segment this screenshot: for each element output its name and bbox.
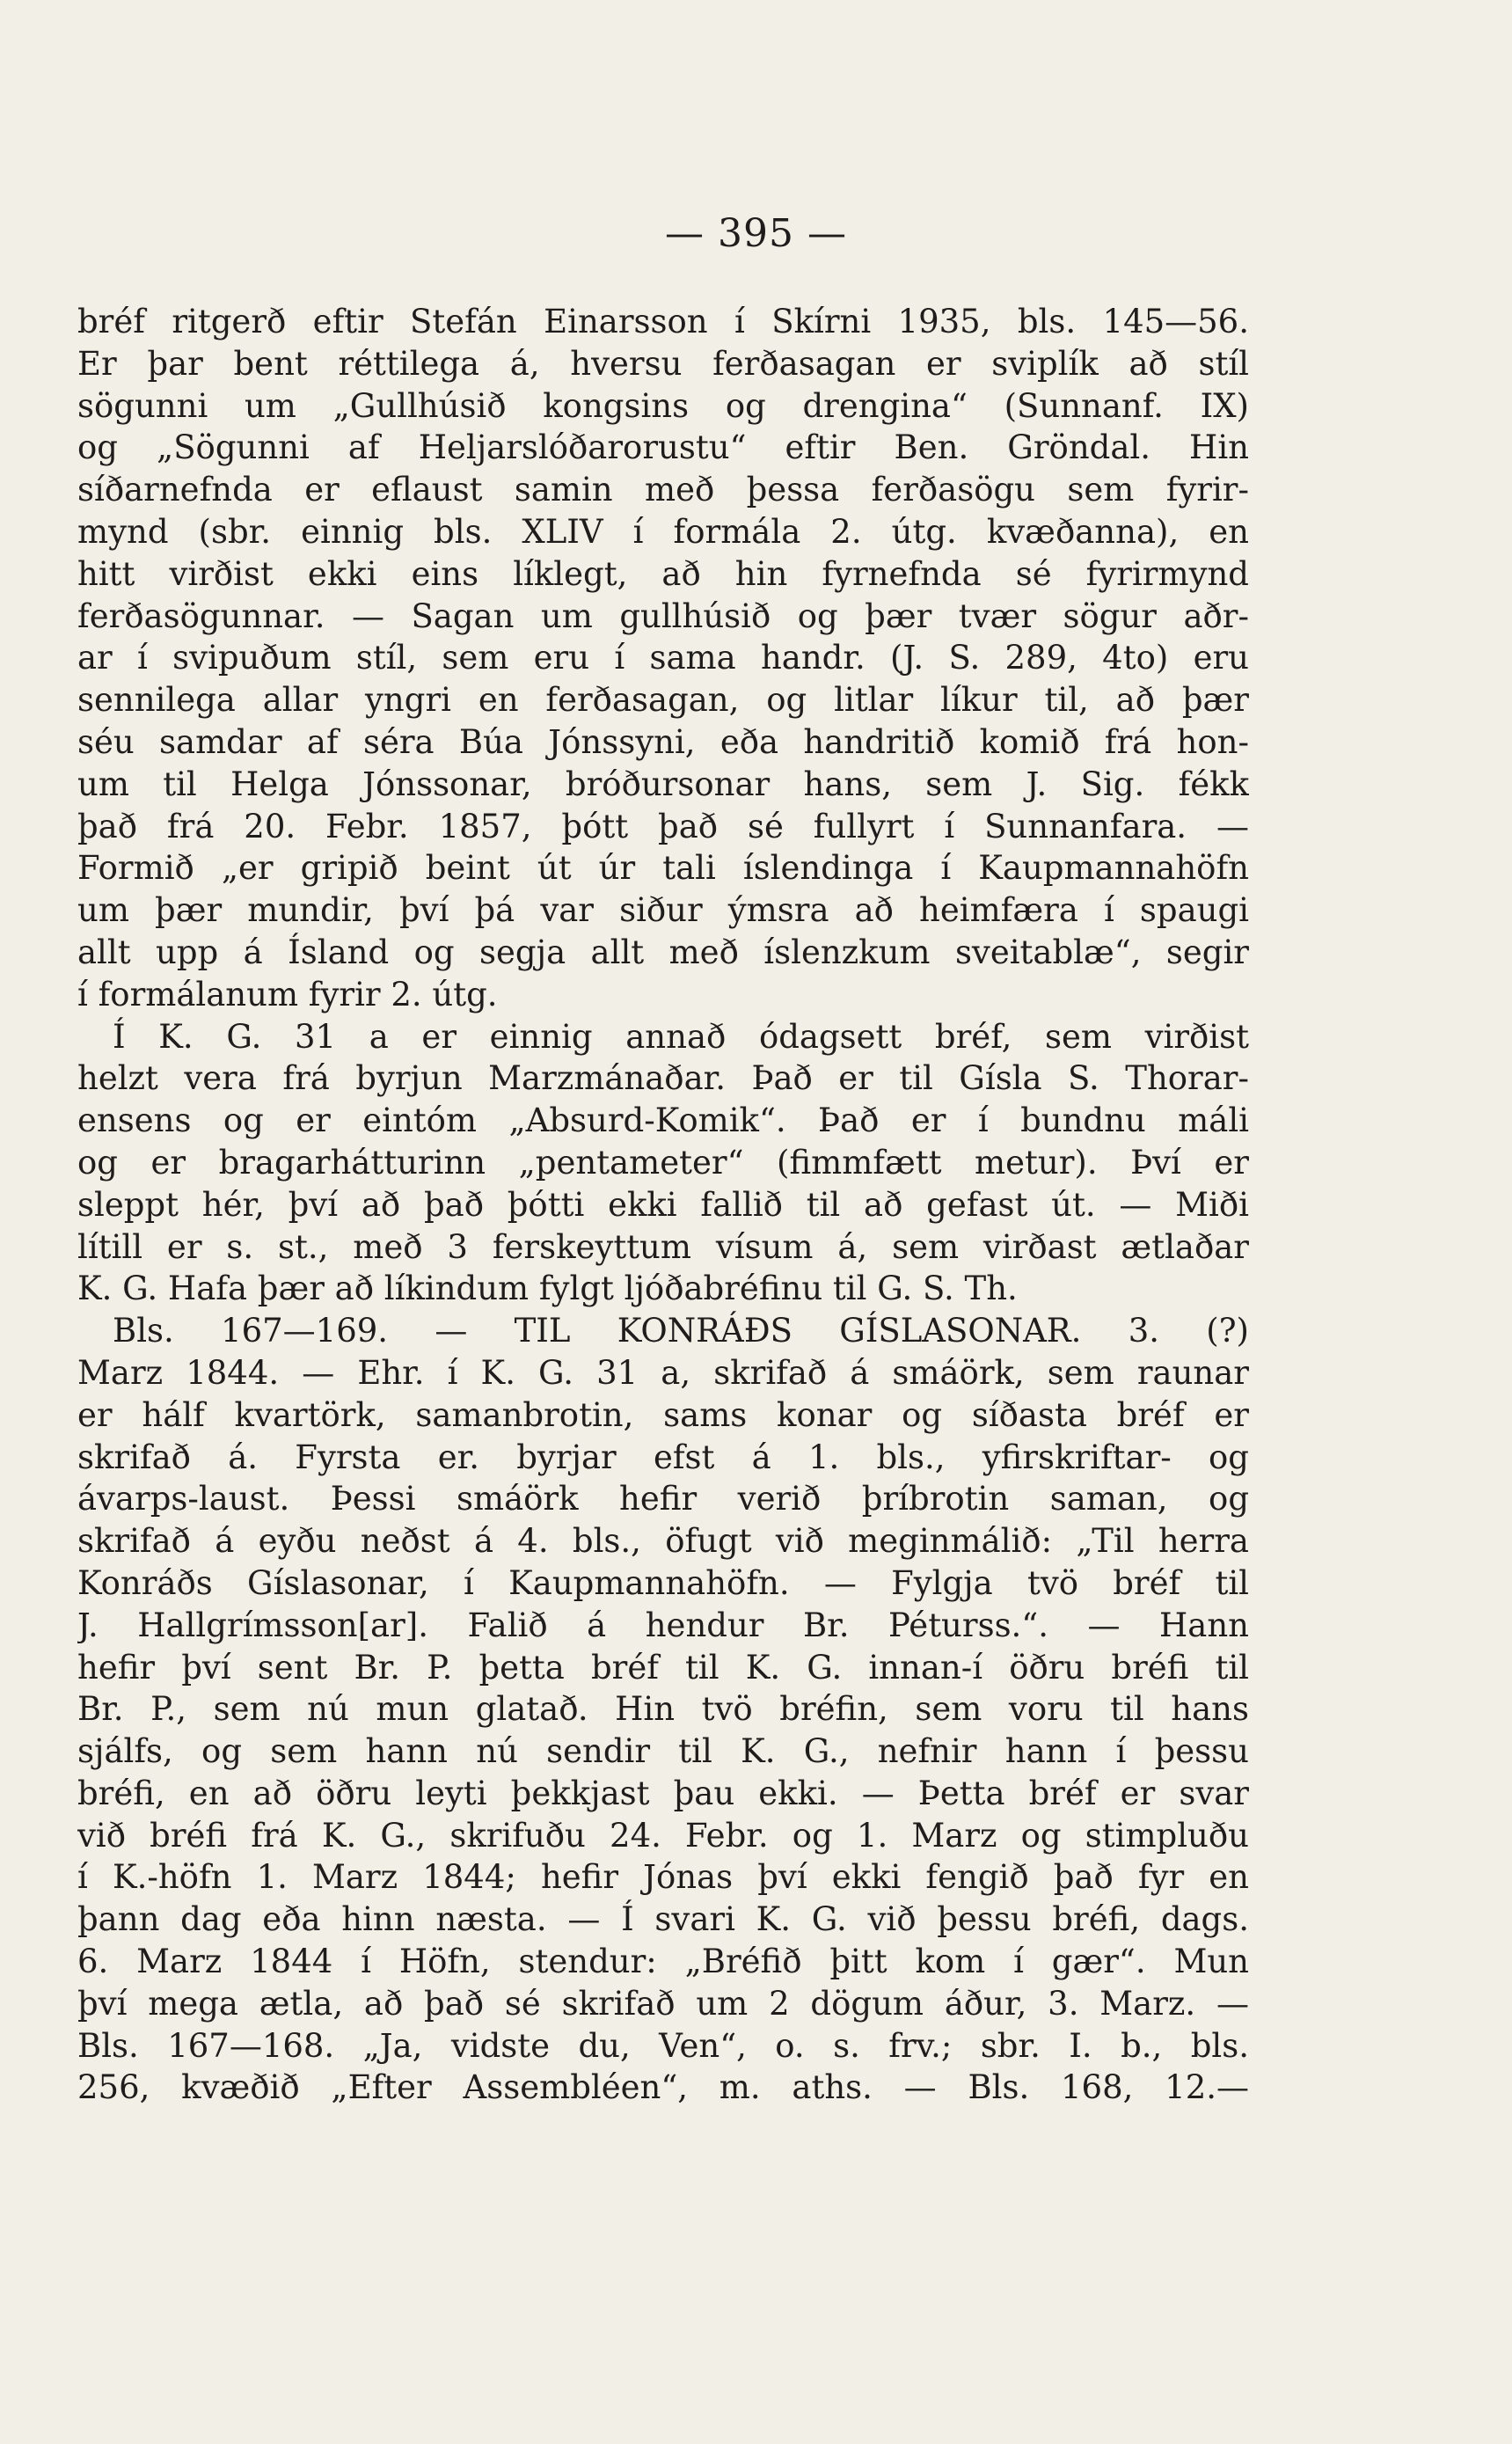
text-line: því mega ætla, að það sé skrifað um 2 dögum áður, 3. Marz. — xyxy=(77,1984,1249,2023)
text-line: í K.-höfn 1. Marz 1844; hefir Jónas því ekki fengið það fyr en xyxy=(77,1858,1249,1897)
text-line: Í K. G. 31 a er einnig annað ódagsett bréf, sem virðist xyxy=(113,1017,1249,1056)
text-line: lítill er s. st., með 3 ferskeyttum vísum á, sem virðast ætlaðar xyxy=(77,1227,1249,1266)
text-line: Marz 1844. — Ehr. í K. G. 31 a, skrifað á smáörk, sem raunar xyxy=(77,1353,1249,1392)
text-line: hitt virðist ekki eins líklegt, að hin fyrnefnda sé fyrirmynd xyxy=(77,554,1249,593)
text-line: skrifað á. Fyrsta er. byrjar efst á 1. bls., yfirskriftar- og xyxy=(77,1438,1249,1476)
text-line: bréfi, en að öðru leyti þekkjast þau ekki. — Þetta bréf er svar xyxy=(77,1774,1249,1812)
text-line: þann dag eða hinn næsta. — Í svari K. G. við þessu bréfi, dags. xyxy=(77,1900,1249,1939)
text-line: 256, kvæðið „Efter Assembléen“, m. aths. — Bls. 168, 12.— xyxy=(77,2068,1249,2107)
text-line: Formið „er gripið beint út úr tali íslendinga í Kaupmannahöfn xyxy=(77,849,1249,888)
text-line: við bréfi frá K. G., skrifuðu 24. Febr. og 1. Marz og stimpluðu xyxy=(77,1816,1249,1855)
text-line: og „Sögunni af Heljarslóðarorustu“ eftir Ben. Gröndal. Hin xyxy=(77,428,1249,467)
text-line: ar í svipuðum stíl, sem eru í sama handr. (J. S. 289, 4to) eru xyxy=(77,639,1249,677)
text-line: helzt vera frá byrjun Marzmánaðar. Það er til Gísla S. Thorar- xyxy=(77,1059,1249,1098)
text-line: Br. P., sem nú mun glatað. Hin tvö bréfin, sem voru til hans xyxy=(77,1690,1249,1729)
page-number: — 395 — xyxy=(665,211,847,256)
text-line: Er þar bent réttilega á, hversu ferðasagan er sviplík að stíl xyxy=(77,344,1249,383)
text-line: ávarps-laust. Þessi smáörk hefir verið þríbrotin saman, og xyxy=(77,1480,1249,1518)
text-line: um til Helga Jónssonar, bróðursonar hans, sem J. Sig. fékk xyxy=(77,765,1249,803)
text-line: í formálanum fyrir 2. útg. xyxy=(77,975,498,1013)
text-line: séu samdar af séra Búa Jónssyni, eða handritið komið frá hon- xyxy=(77,722,1249,761)
text-line: skrifað á eyðu neðst á 4. bls., öfugt við meginmálið: „Til herra xyxy=(77,1522,1249,1561)
text-line: sjálfs, og sem hann nú sendir til K. G., nefnir hann í þessu xyxy=(77,1732,1249,1771)
body-text xyxy=(77,301,1249,2109)
text-line: sögunni um „Gullhúsið kongsins og drengina“ (Sunnanf. IX) xyxy=(77,386,1249,425)
text-line: Bls. 167—169. — TIL KONRÁÐS GÍSLASONAR. 3. (?) xyxy=(113,1312,1249,1350)
text-line: J. Hallgrímsson[ar]. Falið á hendur Br. Péturss.“. — Hann xyxy=(77,1606,1249,1644)
text-line: bréf ritgerð eftir Stefán Einarsson í Skírni 1935, bls. 145—56. xyxy=(77,303,1249,340)
text-line: síðarnefnda er eflaust samin með þessa ferðasögu sem fyrir- xyxy=(77,471,1249,509)
text-line: mynd (sbr. einnig bls. XLIV í formála 2. útg. kvæðanna), en xyxy=(77,512,1249,551)
text-line: sennilega allar yngri en ferðasagan, og litlar líkur til, að þær xyxy=(77,681,1249,720)
text-line: sleppt hér, því að það þótti ekki fallið til að gefast út. — Miði xyxy=(77,1185,1249,1224)
text-line: allt upp á Ísland og segja allt með íslenzkum sveitablæ“, segir xyxy=(77,933,1249,971)
text-line: og er bragarhátturinn „pentameter“ (fimmfætt metur). Því er xyxy=(77,1143,1249,1182)
text-line: það frá 20. Febr. 1857, þótt það sé fullyrt í Sunnanfara. — xyxy=(77,807,1249,845)
text-line: er hálf kvartörk, samanbrotin, sams konar og síðasta bréf er xyxy=(77,1395,1249,1434)
text-line: Bls. 167—168. „Ja, vidste du, Ven“, o. s. frv.; sbr. I. b., bls. xyxy=(77,2026,1249,2065)
text-line: um þær mundir, því þá var siður ýmsra að heimfæra í spaugi xyxy=(77,891,1249,930)
text-line: 6. Marz 1844 í Höfn, stendur: „Bréfið þitt kom í gær“. Mun xyxy=(77,1943,1249,1981)
text-line: ensens og er eintóm „Absurd-Komik“. Það er í bundnu máli xyxy=(77,1101,1249,1140)
text-line: Konráðs Gíslasonar, í Kaupmannahöfn. — Fylgja tvö bréf til xyxy=(77,1563,1249,1602)
text-line: K. G. Hafa þær að líkindum fylgt ljóðabréfinu til G. S. Th. xyxy=(77,1270,1018,1308)
text-line: hefir því sent Br. P. þetta bréf til K. G. innan-í öðru bréfi til xyxy=(77,1648,1249,1687)
text-line: ferðasögunnar. — Sagan um gullhúsið og þær tvær sögur aðr- xyxy=(77,596,1249,635)
